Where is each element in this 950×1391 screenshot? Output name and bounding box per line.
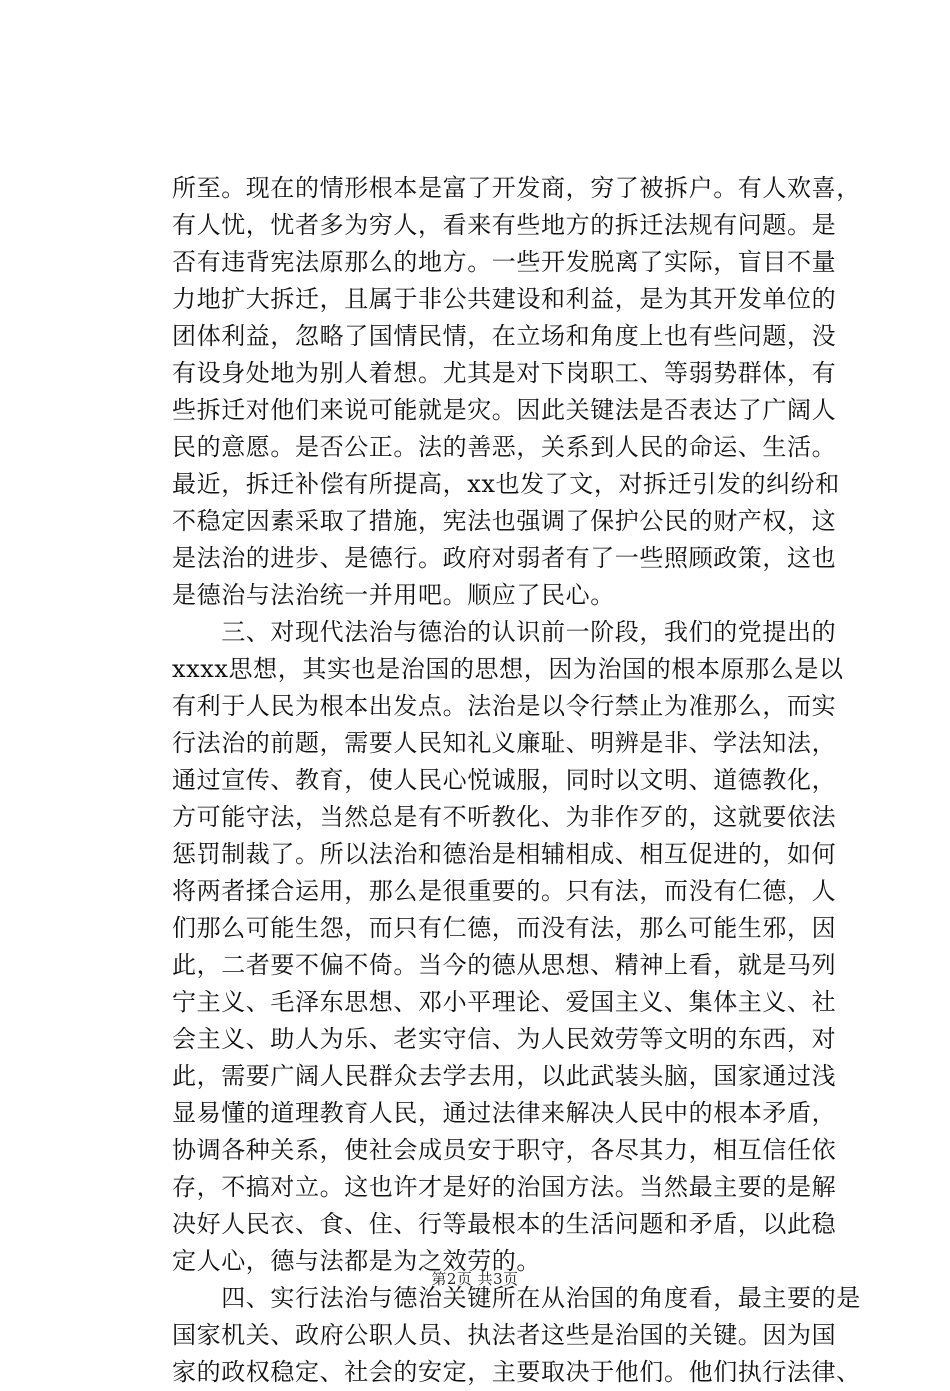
text-line: 国家机关、政府公职人员、执法者这些是治国的关键。因为国 <box>172 1321 837 1349</box>
text-line: 会主义、助人为乐、老实守信、为人民效劳等文明的东西，对 <box>172 1025 837 1053</box>
text-line: 力地扩大拆迁，且属于非公共建设和利益，是为其开发单位的 <box>172 285 837 313</box>
text-line: 们那么可能生怨，而只有仁德，而没有法，那么可能生邪，因 <box>172 914 837 942</box>
text-line: 有人忧，忧者多为穷人，看来有些地方的拆迁法规有问题。是 <box>172 211 837 239</box>
text-line: 行法治的前题，需要人民知礼义廉耻、明辨是非、学法知法， <box>172 729 837 757</box>
text-line: 显易懂的道理教育人民，通过法律来解决人民中的根本矛盾， <box>172 1099 837 1127</box>
text-line: xxxx思想，其实也是治国的思想，因为治国的根本原那么是以 <box>172 655 844 683</box>
text-line: 存，不搞对立。这也许才是好的治国方法。当然最主要的是解 <box>172 1173 837 1201</box>
text-line: 家的政权稳定、社会的安定，主要取决于他们。他们执行法律、 <box>172 1358 861 1386</box>
text-line: 否有违背宪法原那么的地方。一些开发脱离了实际，盲目不量 <box>172 248 837 276</box>
text-line: 将两者揉合运用，那么是很重要的。只有法，而没有仁德，人 <box>172 877 837 905</box>
text-line: 民的意愿。是否公正。法的善恶，关系到人民的命运、生活。 <box>172 433 837 461</box>
body-text <box>172 170 862 1391</box>
text-line: 协调各种关系，使社会成员安于职守，各尽其力，相互信任依 <box>172 1136 837 1164</box>
text-line: 团体利益，忽略了国情民情，在立场和角度上也有些问题，没 <box>172 322 837 350</box>
text-line: 最近，拆迁补偿有所提高，xx也发了文，对拆迁引发的纠纷和 <box>172 470 840 498</box>
text-line: 三、对现代法治与德治的认识前一阶段，我们的党提出的 <box>172 618 837 646</box>
text-line: 宁主义、毛泽东思想、邓小平理论、爱国主义、集体主义、社 <box>172 988 837 1016</box>
text-line: 此，二者要不偏不倚。当今的德从思想、精神上看，就是马列 <box>172 951 837 979</box>
text-line: 些拆迁对他们来说可能就是灾。因此关键法是否表达了广阔人 <box>172 396 837 424</box>
text-line: 方可能守法，当然总是有不听教化、为非作歹的，这就要依法 <box>172 803 837 831</box>
text-line: 不稳定因素采取了措施，宪法也强调了保护公民的财产权，这 <box>172 507 837 535</box>
text-line: 有利于人民为根本出发点。法治是以令行禁止为准那么，而实 <box>172 692 837 720</box>
text-line: 决好人民衣、食、住、行等最根本的生活问题和矛盾，以此稳 <box>172 1210 837 1238</box>
page-footer: 第2页 共3页 <box>431 1270 519 1288</box>
text-line: 惩罚制裁了。所以法治和德治是相辅相成、相互促进的，如何 <box>172 840 837 868</box>
text-line: 是法治的进步、是德行。政府对弱者有了一些照顾政策，这也 <box>172 544 837 572</box>
text-line: 此，需要广阔人民群众去学去用，以此武装头脑，国家通过浅 <box>172 1062 837 1090</box>
text-line: 所至。现在的情形根本是富了开发商，穷了被拆户。有人欢喜， <box>172 174 861 202</box>
text-line: 是德治与法治统一并用吧。顺应了民心。 <box>172 581 615 609</box>
text-line: 定人心，德与法都是为之效劳的。 <box>172 1247 541 1275</box>
text-line: 通过宣传、教育，使人民心悦诚服，同时以文明、道德教化， <box>172 766 837 794</box>
text-line: 四、实行法治与德治关键所在从治国的角度看，最主要的是 <box>172 1284 861 1312</box>
text-line: 有设身处地为别人着想。尤其是对下岗职工、等弱势群体，有 <box>172 359 837 387</box>
